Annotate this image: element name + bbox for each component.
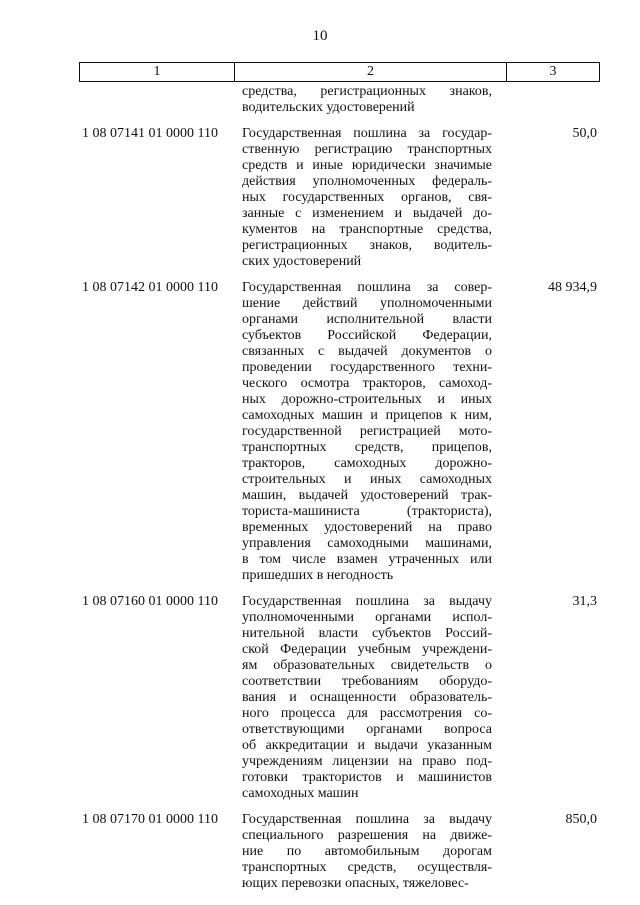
budget-code: 1 08 07141 01 0000 110 (82, 126, 218, 141)
table-row (0, 812, 640, 902)
description-line: пришедших в негодность (242, 568, 394, 583)
income-description (242, 84, 492, 116)
description-line: субъектов Российской Федерации, (242, 328, 492, 343)
income-description (242, 812, 492, 892)
description-line: машин, выдачей удостоверений трак- (242, 488, 492, 503)
description-line: водительских удостоверений (242, 100, 415, 115)
description-line: в том числе взамен утраченных или (242, 552, 492, 567)
description-line: кументов на транспортные средства, (242, 222, 492, 237)
description-line: ных дорожно-строительных и иных (242, 392, 492, 407)
description-line: ям образовательных свидетельств о (242, 658, 492, 673)
amount-value: 48 934,9 (548, 280, 597, 295)
table-header-col-2: 2 (235, 63, 507, 81)
table-row (0, 280, 640, 594)
description-line: занные с изменением и выдачей до- (242, 206, 492, 221)
description-line: вания и оснащенности образователь- (242, 690, 492, 705)
description-line: транспортных средств, осуществля- (242, 860, 492, 875)
budget-code: 1 08 07160 01 0000 110 (82, 594, 218, 609)
description-line: связанных с выдачей документов о (242, 344, 492, 359)
description-line: ческого осмотра тракторов, самоход- (242, 376, 492, 391)
description-line: готовки трактористов и машинистов (242, 770, 492, 785)
description-line: ного процесса для рассмотрения со- (242, 706, 492, 721)
description-line: об аккредитации и выдачи указанным (242, 738, 492, 753)
income-description (242, 594, 492, 802)
description-line: ющих перевозки опасных, тяжеловес- (242, 876, 469, 891)
table-row (0, 594, 640, 812)
description-line: государственной регистрацией мото- (242, 424, 492, 439)
table-header-col-3: 3 (549, 64, 557, 79)
page-number: 10 (312, 28, 328, 44)
description-line: ториста-машиниста (тракториста), (242, 504, 492, 519)
description-line: самоходных машин (242, 786, 359, 801)
description-line: Государственная пошлина за выдачу (242, 594, 492, 609)
description-line: ние по автомобильным дорогам (242, 844, 492, 859)
amount-value: 31,3 (572, 594, 597, 609)
description-line: Государственная пошлина за совер- (242, 280, 492, 295)
description-line: Государственная пошлина за государ- (242, 126, 492, 141)
description-line: транспортных средств, прицепов, (242, 440, 492, 455)
description-line: учреждениям лицензии на право под- (242, 754, 492, 769)
description-line: регистрационных знаков, водитель- (242, 238, 492, 253)
description-line: соответствии требованиям оборудо- (242, 674, 492, 689)
description-line: самоходных машин и прицепов к ним, (242, 408, 492, 423)
table-row (0, 126, 640, 280)
table-row (0, 84, 640, 126)
description-line: ской Федерации учебным учреждени- (242, 642, 492, 657)
description-line: ственную регистрацию транспортных (242, 142, 492, 157)
description-line: Государственная пошлина за выдачу (242, 812, 492, 827)
description-line: ских удостоверений (242, 254, 362, 269)
amount-value: 850,0 (565, 812, 597, 827)
income-description (242, 280, 492, 584)
table-body (0, 84, 640, 902)
description-line: временных удостоверений на право (242, 520, 492, 535)
description-line: уполномоченными органами испол- (242, 610, 492, 625)
description-line: тракторов, самоходных дорожно- (242, 456, 492, 471)
description-line: строительных и иных самоходных (242, 472, 492, 487)
table-header-col-1: 1 (80, 63, 235, 81)
table-header (79, 62, 600, 82)
description-line: средств и иные юридически значимые (242, 158, 492, 173)
description-line: проведении государственного техни- (242, 360, 492, 375)
income-description (242, 126, 492, 270)
budget-code: 1 08 07170 01 0000 110 (82, 812, 218, 827)
description-line: действия уполномоченных федераль- (242, 174, 492, 189)
amount-value: 50,0 (572, 126, 597, 141)
description-line: органами исполнительной власти (242, 312, 492, 327)
description-line: средства, регистрационных знаков, (242, 84, 492, 99)
budget-code: 1 08 07142 01 0000 110 (82, 280, 218, 295)
description-line: нительной власти субъектов Россий- (242, 626, 492, 641)
description-line: ных государственных органов, свя- (242, 190, 492, 205)
description-line: шение действий уполномоченными (242, 296, 492, 311)
description-line: специального разрешения на движе- (242, 828, 492, 843)
description-line: ответствующими органами вопроса (242, 722, 492, 737)
description-line: управления самоходными машинами, (242, 536, 492, 551)
